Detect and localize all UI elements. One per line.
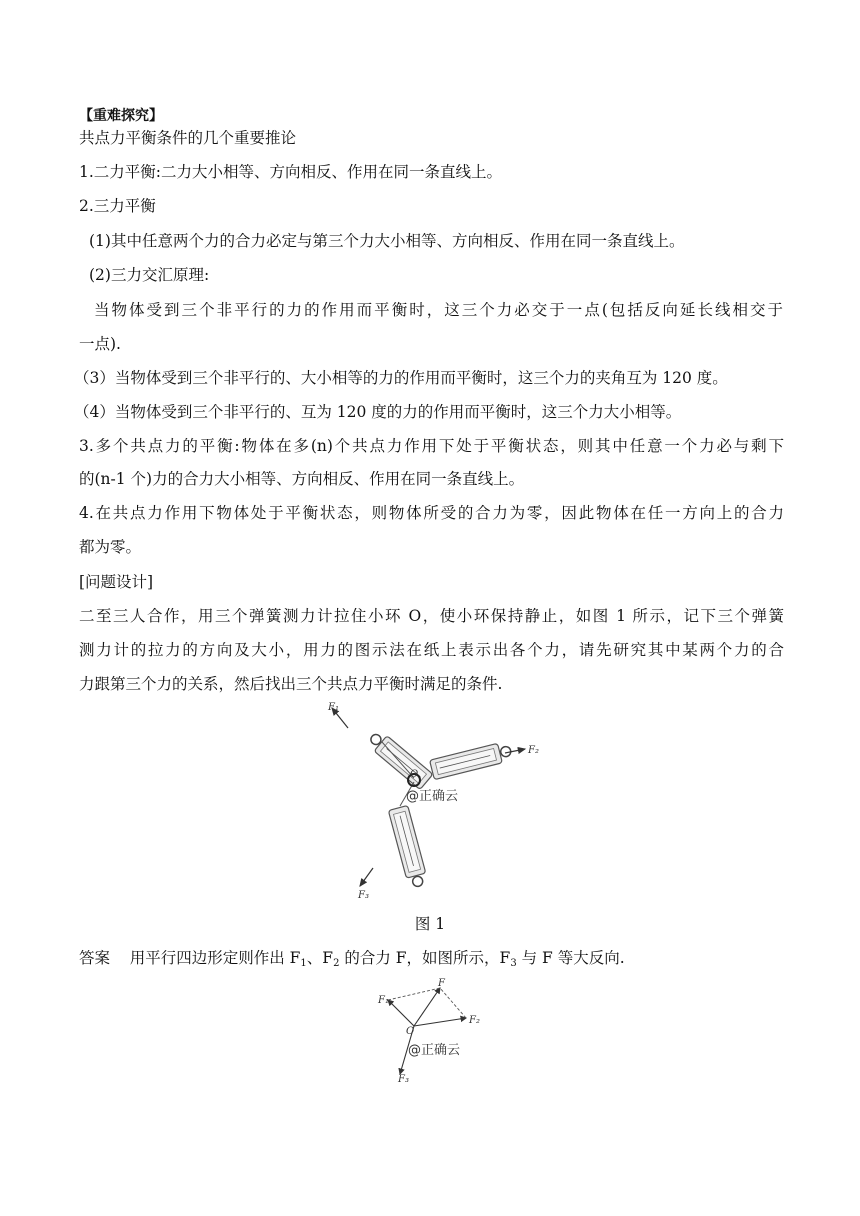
spring-balance-f3 [388, 805, 428, 888]
figure2-parallelogram [370, 978, 495, 1086]
answer-label: 答案 [79, 949, 111, 967]
question-heading: [问题设计] [79, 573, 154, 591]
answer-sub1: 1 [300, 958, 307, 969]
item-multi-force-line1: 3.多个共点力的平衡:物体在多(n)个共点力作用下处于平衡状态，则其中任意一个力必与剩下 [79, 437, 784, 455]
watermark: @正确云 [406, 789, 459, 804]
spring-balance-f1 [366, 729, 433, 790]
item-zero-resultant-line1: 4.在共点力作用下物体处于平衡状态，则物体所受的合力为零，因此物体在任一方向上的合力 [79, 504, 784, 522]
item-three-force-balance: 2.三力平衡 [79, 197, 156, 215]
answer-mid2: 的合力 F，如图所示，F [339, 949, 511, 967]
item-concurrency-line1: 当物体受到三个非平行的力的作用而平衡时，这三个力必交于一点(包括反向延长线相交于 [94, 301, 783, 319]
section-heading: 【重难探究】 [79, 108, 163, 124]
fig2-label-f2: F₂ [469, 1015, 480, 1026]
spring-balance-f2 [430, 741, 513, 780]
figure1-spring-balances [320, 698, 545, 906]
item-concurrency-line2: 一点). [79, 335, 121, 353]
answer-text-before: 用平行四边形定则作出 F [129, 949, 301, 967]
item-three-force-sub4: （4）当物体受到三个非平行的、互为 120 度的力的作用而平衡时，这三个力大小相等。 [74, 403, 682, 421]
item-three-force-sub3: （3）当物体受到三个非平行的、大小相等的力的作用而平衡时，这三个力的夹角互为 120 度。 [74, 369, 728, 387]
answer-text-after: 与 F 等大反向. [516, 949, 625, 967]
answer-line [79, 948, 784, 974]
fig2-label-o: O [406, 1026, 415, 1037]
topic-title: 共点力平衡条件的几个重要推论 [79, 129, 297, 147]
question-line2: 测力计的拉力的方向及大小，用力的图示法在纸上表示出各个力，请先研究其中某两个力的合 [79, 641, 784, 659]
item-two-force-balance: 1.二力平衡:二力大小相等、方向相反、作用在同一条直线上。 [79, 163, 503, 181]
question-line1: 二至三人合作，用三个弹簧测力计拉住小环 O，使小环保持静止，如图 1 所示，记下三个弹簧 [79, 607, 784, 625]
fig2-label-f: F [438, 978, 445, 989]
fig2-watermark: @正确云 [408, 1043, 461, 1058]
label-f2: F₂ [528, 745, 539, 756]
figure1-caption: 图 1 [414, 915, 446, 933]
item-multi-force-line2: 的(n-1 个)力的合力大小相等、方向相反、作用在同一条直线上。 [79, 470, 525, 488]
answer-mid1: 、F [306, 949, 334, 967]
fig2-label-f3: F₃ [398, 1074, 409, 1085]
label-f3: F₃ [358, 890, 369, 901]
question-line3: 力跟第三个力的关系，然后找出三个共点力平衡时满足的条件. [79, 675, 503, 693]
fig2-label-f1: F₁ [378, 995, 389, 1006]
answer-sub3: 3 [510, 958, 517, 969]
label-f1: F₁ [328, 702, 339, 713]
item-three-force-sub2: (2)三力交汇原理: [89, 266, 210, 284]
item-three-force-sub1: (1)其中任意两个力的合力必定与第三个力大小相等、方向相反、作用在同一条直线上。 [89, 232, 685, 250]
answer-sub2: 2 [333, 958, 340, 969]
item-zero-resultant-line2: 都为零。 [79, 538, 142, 556]
label-o: O [410, 769, 419, 780]
